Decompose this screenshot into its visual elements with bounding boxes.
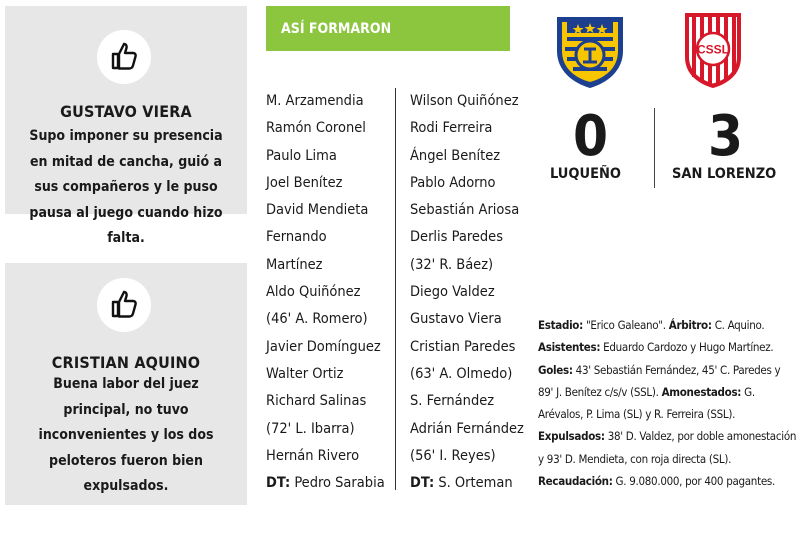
home-score: 0 (573, 104, 609, 169)
lineup-player: Joel Benítez (266, 174, 343, 191)
card-text-line: Supo imponer su presencia (29, 128, 223, 144)
home-team-name: LUQUEÑO (550, 166, 621, 182)
lineup-substitution: (46' A. Romero) (266, 311, 368, 328)
lineups-header: ASÍ FORMARON (266, 6, 510, 51)
lineup-substitution: (56' I. Reyes) (410, 447, 496, 464)
lineup-player: Walter Ortiz (266, 365, 344, 382)
asistentes-value: Eduardo Cardozo y Hugo Martínez. (600, 340, 774, 355)
lineup-player: Martínez (266, 256, 323, 273)
card-description (13, 372, 239, 500)
coach-label: DT: (266, 475, 291, 492)
lineup-player: M. Arzamendia (266, 93, 364, 109)
lineup-player: Ángel Benítez (410, 147, 501, 164)
thumbs-up-icon (110, 41, 138, 71)
asistentes-label: Asistentes: (538, 340, 601, 355)
estadio-label: Estadio: (538, 318, 583, 332)
lineup-player: Cristian Paredes (410, 338, 516, 355)
arbitro-label: Árbitro: (668, 318, 712, 332)
lineup-player: Pablo Adorno (410, 174, 496, 191)
card-player-name: CRISTIAN AQUINO (51, 353, 201, 372)
san-lorenzo-crest-text: CSSL (696, 42, 730, 57)
thumbs-up-icon (110, 289, 138, 319)
lineup-player: Ramón Coronel (266, 120, 366, 137)
lineup-san-lorenzo (410, 88, 524, 497)
card-text-line: en mitad de cancha, guió a (29, 153, 223, 170)
lineup-player: Adrián Fernández (410, 420, 524, 437)
card-text-line: inconvenientes y los dos (38, 427, 214, 443)
card-text-line: principal, no tuvo (63, 401, 189, 418)
lineup-player: S. Fernández (410, 393, 495, 410)
san-lorenzo-crest (683, 11, 743, 89)
away-team-name: SAN LORENZO (672, 166, 777, 182)
expulsados-label: Expulsados: (538, 429, 605, 444)
amonestados-value: G. Arévalos, P. Lima (SL) y R. Ferreira (SSL). (538, 384, 755, 422)
lineup-player: Diego Valdez (410, 284, 495, 301)
card-text-line: sus compañeros y le puso (34, 179, 218, 195)
card-text-line: expulsados. (83, 478, 169, 494)
lineup-coach (266, 470, 385, 497)
recaudacion-label: Recaudación: (538, 474, 613, 489)
coach-name: S. Orteman (438, 475, 513, 492)
card-text-line: falta. (107, 230, 145, 246)
away-score: 3 (708, 104, 744, 169)
estadio-value: "Erico Galeano". (582, 318, 669, 332)
lineup-divider (395, 88, 396, 490)
match-info (538, 314, 798, 492)
lineup-player: Sebastián Ariosa (410, 202, 520, 219)
lineup-player: Paulo Lima (266, 147, 337, 164)
coach-name: Pedro Sarabia (294, 475, 385, 492)
lineup-player: Fernando (266, 229, 327, 246)
luqueno-crest (553, 11, 627, 89)
lineup-substitution: (63' A. Olmedo) (410, 365, 513, 382)
card-description (13, 124, 239, 252)
lineup-coach (410, 470, 524, 497)
thumbs-up-badge (97, 278, 151, 332)
coach-label: DT: (410, 475, 435, 492)
lineup-luqueno (266, 88, 385, 497)
expulsados-value: 38' D. Valdez, por doble amonestación y 93' D. Mendieta, con roja directa (SL). (538, 429, 797, 466)
lineup-player: Gustavo Viera (410, 311, 502, 328)
recaudacion-value: G. 9.080.000, por 400 pagantes. (612, 474, 775, 489)
goles-value: 43' Sebastián Fernández, 45' C. Paredes y 89' J. Benítez c/s/v (SSL). (538, 362, 781, 399)
thumbs-up-badge (97, 30, 151, 84)
lineup-player: Rodi Ferreira (410, 120, 493, 137)
card-text-line: peloteros fueron bien (49, 452, 203, 469)
lineup-substitution: (32' R. Báez) (410, 256, 494, 273)
lineup-substitution: (72' L. Ibarra) (266, 420, 355, 437)
goles-label: Goles: (538, 362, 573, 377)
lineup-player: Aldo Quiñónez (266, 284, 361, 301)
card-text-line: pausa al juego cuando hizo (29, 204, 223, 221)
lineup-player: Hernán Rivero (266, 447, 360, 464)
card-text-line: Buena labor del juez (53, 376, 199, 392)
lineup-player: Richard Salinas (266, 393, 367, 410)
lineup-player: Wilson Quiñónez (410, 93, 519, 109)
lineup-player: Derlis Paredes (410, 229, 504, 246)
amonestados-label: Amonestados: (661, 384, 742, 399)
lineup-player: David Mendieta (266, 202, 369, 219)
player-card-gustavo-viera (5, 6, 247, 246)
card-player-name: GUSTAVO VIERA (60, 102, 192, 121)
arbitro-value: C. Aquino. (711, 318, 765, 332)
player-card-cristian-aquino (5, 263, 247, 505)
lineup-player: Javier Domínguez (266, 338, 381, 355)
score-divider (654, 108, 655, 188)
